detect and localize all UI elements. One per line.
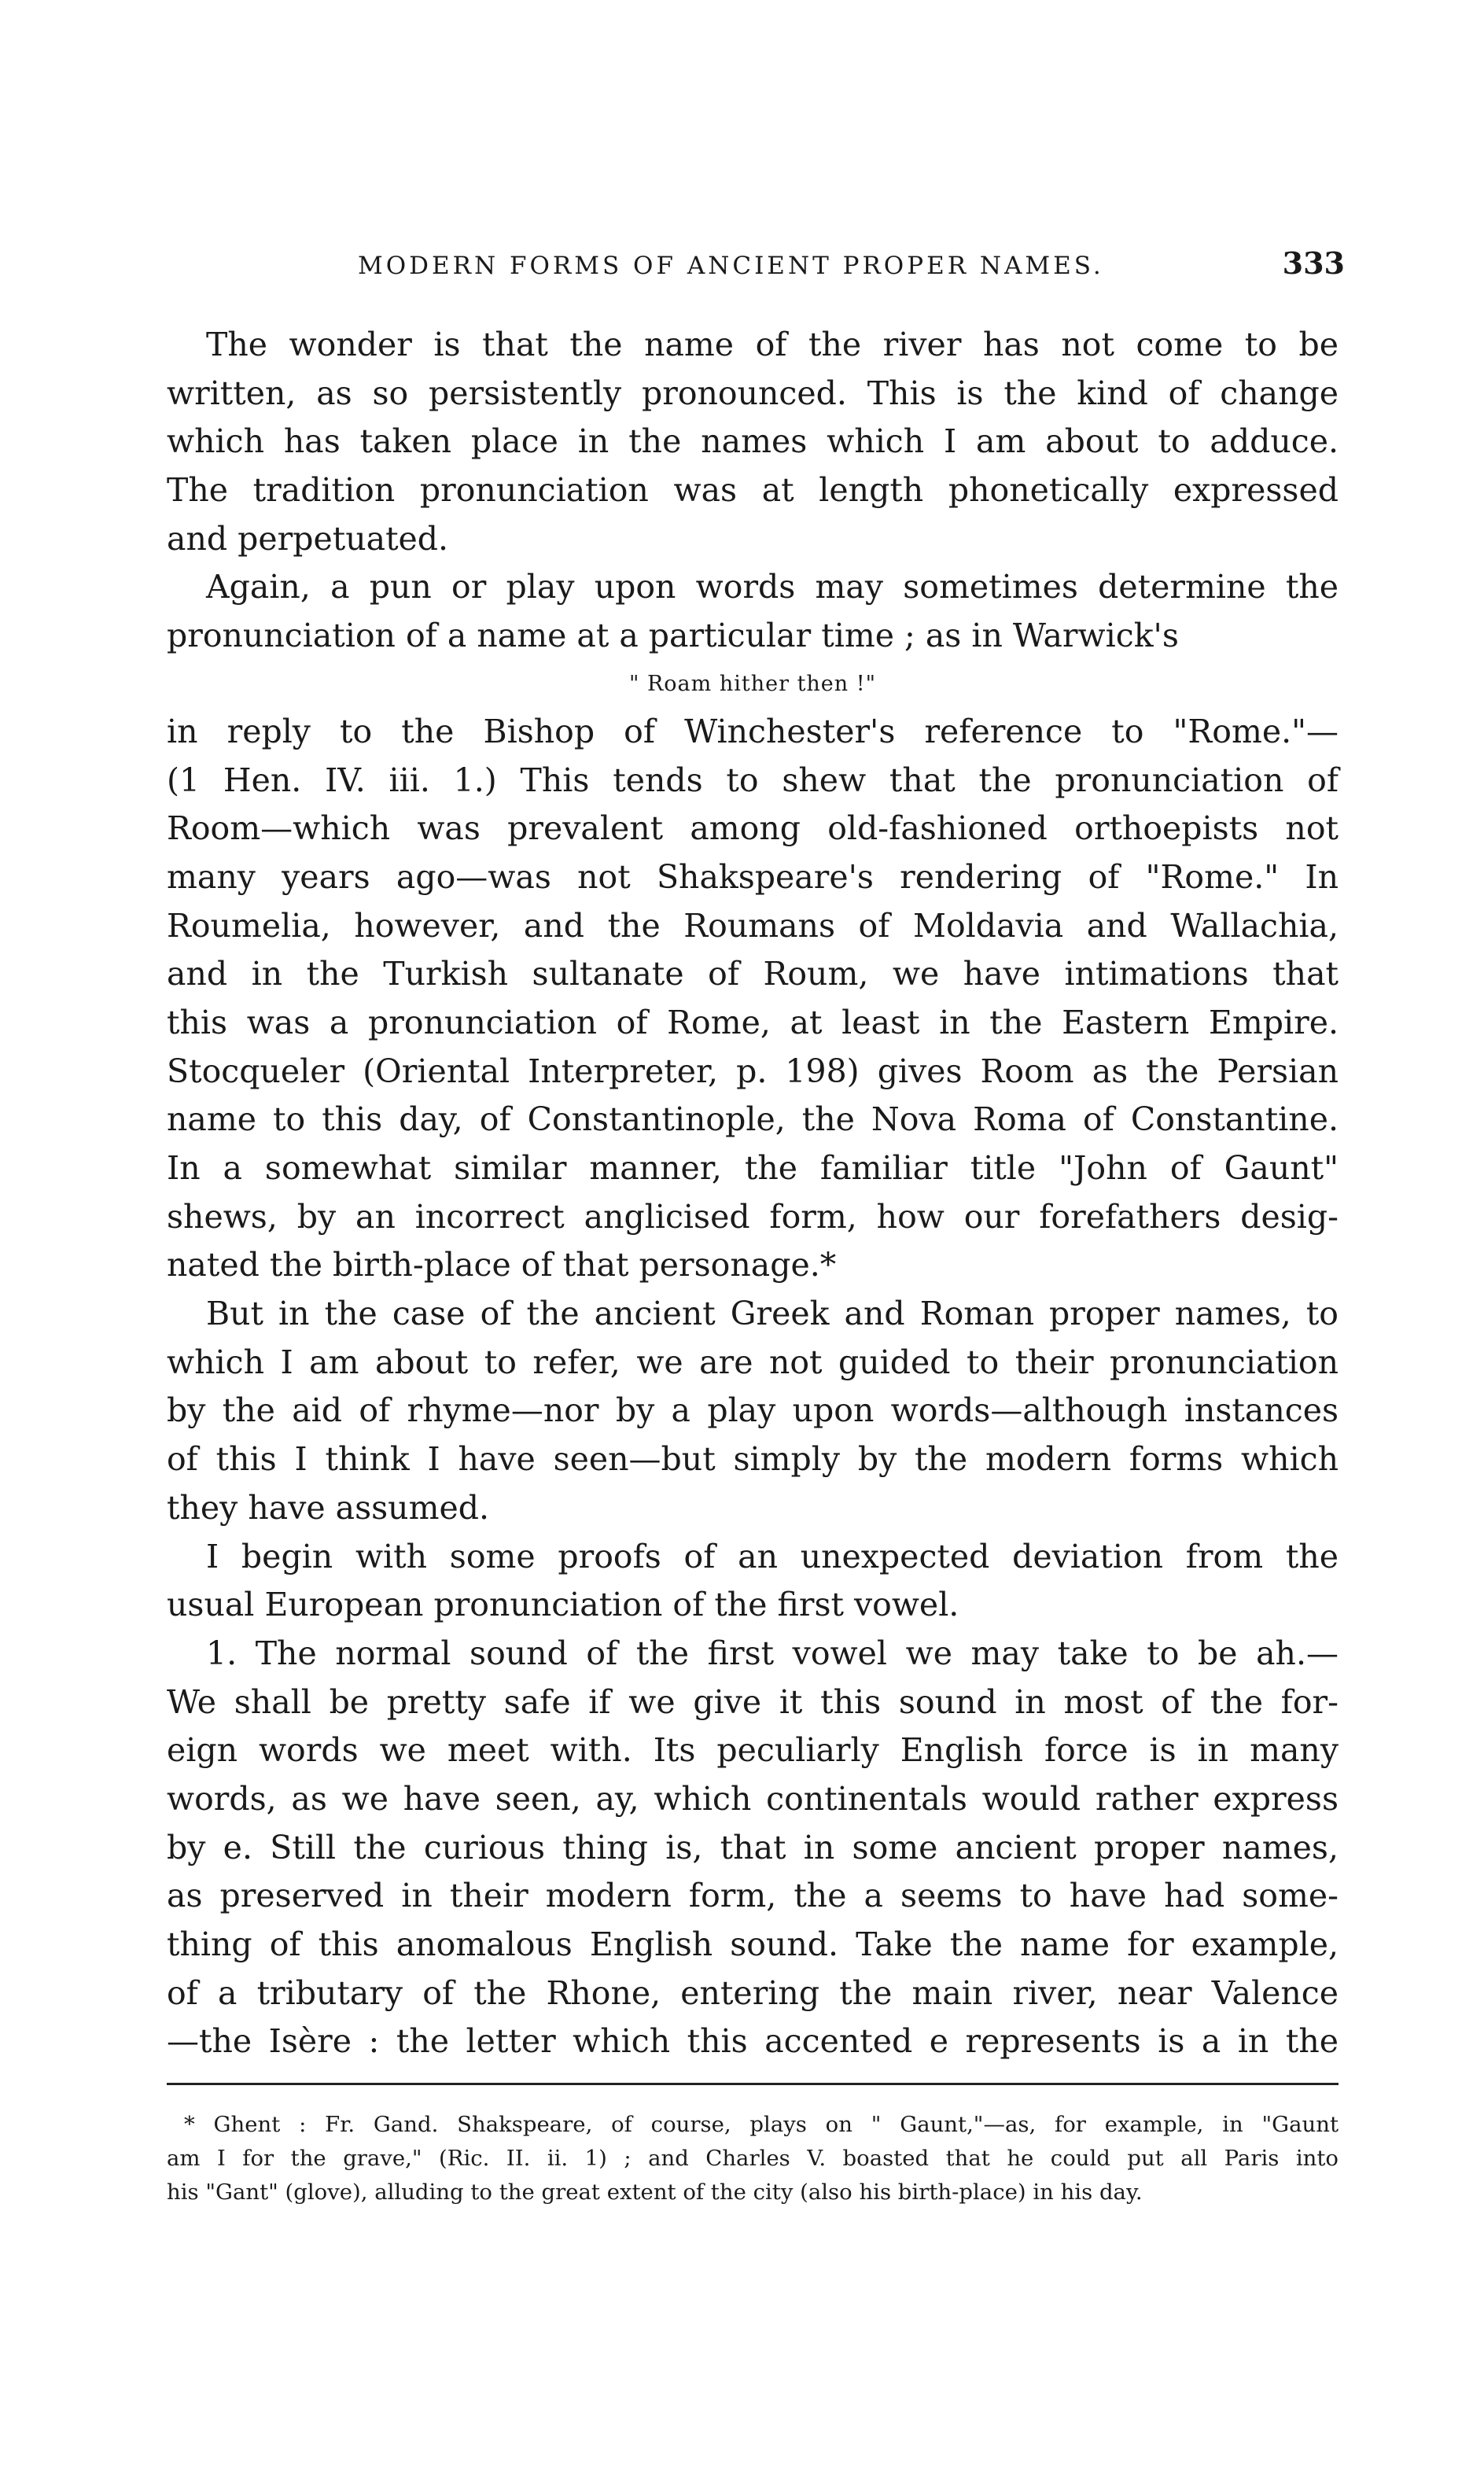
text-line: this was a pronunciation of Rome, at least in the Eastern Empire. — [167, 1003, 1339, 1041]
footnote-line: * Ghent : Fr. Gand. Shakspeare, of course, plays on " Gaunt,"—as, for example, in "Gaunt — [184, 2112, 1339, 2137]
text-line: of this I think I have seen—but simply by the modern forms which — [167, 1440, 1339, 1479]
text-line: and in the Turkish sultanate of Roum, we have intimations that — [167, 955, 1339, 993]
text-line: usual European pronunciation of the first vowel. — [167, 1586, 959, 1624]
text-line: by the aid of rhyme—nor by a play upon words—although instances — [167, 1391, 1339, 1430]
text-line: written, as so persistently pronounced. This is the kind of change — [167, 374, 1339, 412]
text-line: 1. The normal sound of the first vowel we may take to be ah.— — [206, 1634, 1339, 1672]
text-line: which I am about to refer, we are not guided to their pronunciation — [167, 1343, 1339, 1381]
text-line: of a tributary of the Rhone, entering the main river, near Valence — [167, 1973, 1339, 2012]
text-line: in reply to the Bishop of Winchester's reference to "Rome."— — [167, 712, 1339, 750]
footnote-line: am I for the grave," (Ric. II. ii. 1) ; and Charles V. boasted that he could put all Paris into — [167, 2146, 1339, 2171]
text-line: Stocqueler (Oriental Interpreter, p. 198) gives Room as the Persian — [167, 1052, 1339, 1090]
text-line: Roumelia, however, and the Roumans of Moldavia and Wallachia, — [167, 906, 1339, 945]
footnote-line: his "Gant" (glove), alluding to the great extent of the city (also his birth-place) in his day. — [167, 2180, 1143, 2205]
page-number: 333 — [1282, 245, 1345, 281]
text-line: as preserved in their modern form, the a seems to have had some- — [167, 1877, 1339, 1915]
text-line: nated the birth-place of that personage.* — [167, 1246, 837, 1284]
running-header — [181, 245, 1345, 293]
text-line: I begin with some proofs of an unexpected deviation from the — [206, 1537, 1339, 1575]
block-quote: " Roam hither then !" — [628, 671, 877, 696]
footnote-divider — [167, 2083, 1339, 2085]
text-line: In a somewhat similar manner, the familiar title "John of Gaunt" — [167, 1149, 1339, 1187]
text-line: Room—which was prevalent among old-fashioned orthoepists not — [167, 809, 1339, 848]
text-line: they have assumed. — [167, 1488, 489, 1527]
text-line: We shall be pretty safe if we give it this sound in most of the for- — [167, 1682, 1339, 1721]
text-line: name to this day, of Constantinople, the Nova Roma of Constantine. — [167, 1100, 1339, 1139]
text-line: many years ago—was not Shakspeare's rendering of "Rome." In — [167, 857, 1339, 896]
text-line: thing of this anomalous English sound. Take the name for example, — [167, 1925, 1339, 1963]
text-line: But in the case of the ancient Greek and Roman proper names, to — [206, 1295, 1339, 1333]
text-line: (1 Hen. IV. iii. 1.) This tends to shew that the pronunciation of — [167, 761, 1339, 799]
text-line: —the Isère : the letter which this accented e represents is a in the — [167, 2022, 1339, 2061]
text-line: Again, a pun or play upon words may sometimes determine the — [206, 568, 1339, 606]
text-line: pronunciation of a name at a particular time ; as in Warwick's — [167, 617, 1179, 655]
running-title: MODERN FORMS OF ANCIENT PROPER NAMES. — [358, 252, 1104, 280]
text-line: The wonder is that the name of the river has not come to be — [206, 326, 1339, 363]
text-line: by e. Still the curious thing is, that in some ancient proper names, — [167, 1828, 1339, 1866]
text-line: The tradition pronunciation was at length phonetically expressed — [167, 471, 1339, 510]
body-text — [167, 321, 1339, 2066]
footnote — [167, 2108, 1339, 2209]
text-line: shews, by an incorrect anglicised form, how our forefathers desig- — [167, 1197, 1339, 1236]
text-line: and perpetuated. — [167, 519, 449, 558]
text-line: words, as we have seen, ay, which continentals would rather express — [167, 1779, 1339, 1818]
text-line: eign words we meet with. Its peculiarly English force is in many — [167, 1731, 1339, 1770]
text-line: which has taken place in the names which I am about to adduce. — [167, 422, 1339, 461]
